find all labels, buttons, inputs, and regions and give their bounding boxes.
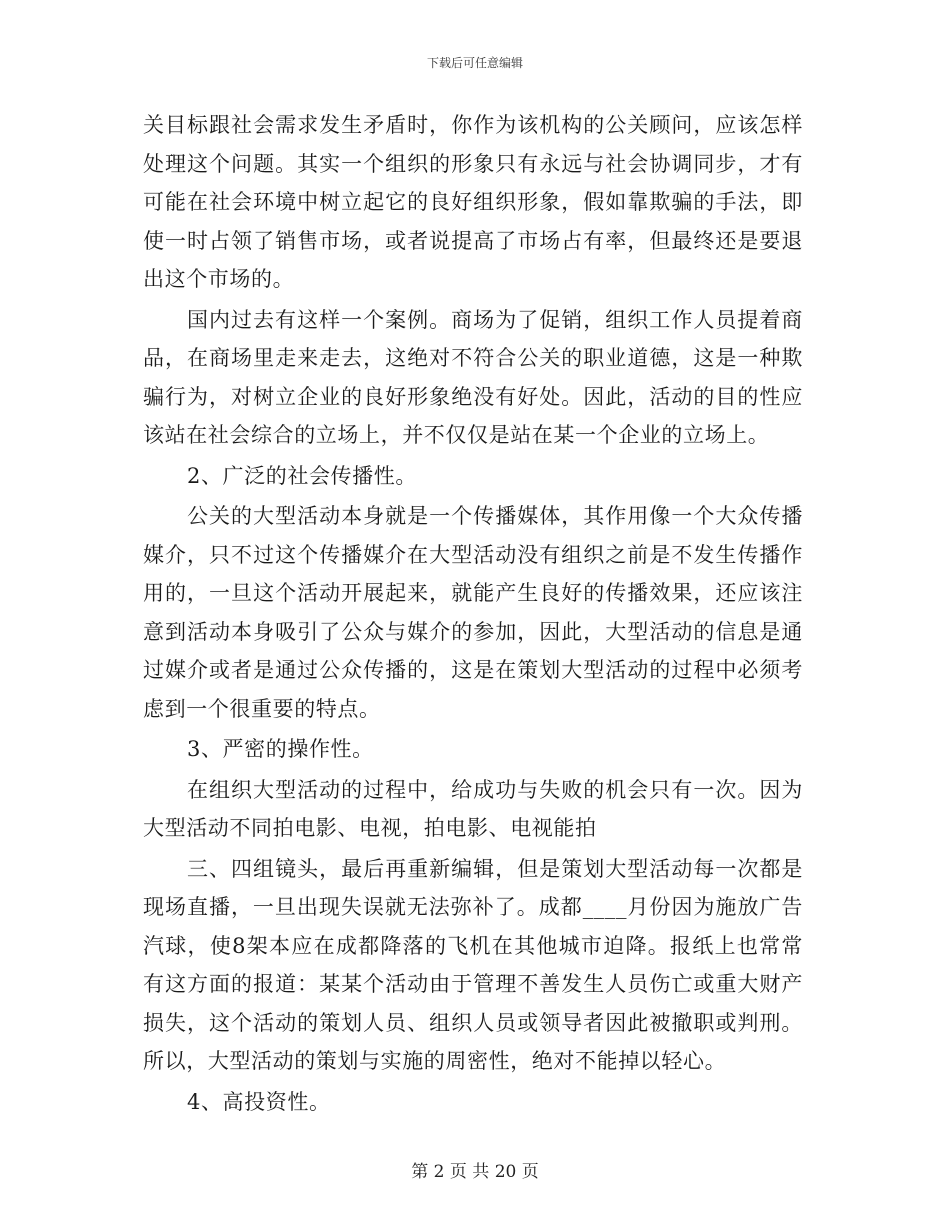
paragraph-operation: 在组织大型活动的过程中，给成功与失败的机会只有一次。因为大型活动不同拍电影、电视，拍电影、电视能拍 — [143, 777, 803, 840]
paragraph-continuation: 关目标跟社会需求发生矛盾时，你作为该机构的公关顾问，应该怎样处理这个问题。其实一个组织的形象只有永远与社会协调同步，才有可能在社会环境中树立起它的良好组织形象，假如靠欺骗的手法，即使一时占领了销售市场，或者说提高了市场占有率，但最终还是要退出这个市场的。 — [143, 113, 803, 291]
document-body — [143, 106, 803, 1121]
section-heading-2: 2、广泛的社会传播性。 — [187, 463, 417, 488]
section-heading-4: 4、高投资性。 — [187, 1089, 331, 1114]
paragraph-live-broadcast: 三、四组镜头，最后再重新编辑，但是策划大型活动每一次都是现场直播，一旦出现失误就无法弥补了。成都____月份因为施放广告汽球，使8架本应在成都降落的飞机在其他城市迫降。报纸上也常常有这方面的报道：某某个活动由于管理不善发生人员伤亡或重大财产损失，这个活动的策划人员、组织人员或领导者因此被撤职或判刑。所以，大型活动的策划与实施的周密性，绝对不能掉以轻心。 — [143, 856, 803, 1073]
section-heading-3: 3、严密的操作性。 — [187, 737, 374, 761]
paragraph-case-example: 国内过去有这样一个案例。商场为了促销，组织工作人员提着商品，在商场里走来走去，这绝对不符合公关的职业道德，这是一种欺骗行为，对树立企业的良好形象绝没有好处。因此，活动的目的性应该站在社会综合的立场上，并不仅仅是站在某一个企业的立场上。 — [143, 307, 803, 447]
paragraph-communication: 公关的大型活动本身就是一个传播媒体，其作用像一个大众传播媒介，只不过这个传播媒介在大型活动没有组织之前是不发生传播作用的，一旦这个活动开展起来，就能产生良好的传播效果，还应该注意到活动本身吸引了公众与媒介的参加，因此，大型活动的信息是通过媒介或者是通过公众传播的，这是在策划大型活动的过程中必须考虑到一个很重要的特点。 — [143, 504, 803, 721]
page-number: 第 2 页 共 20 页 — [411, 1162, 539, 1182]
page-header-note: 下载后可任意编辑 — [426, 56, 523, 70]
